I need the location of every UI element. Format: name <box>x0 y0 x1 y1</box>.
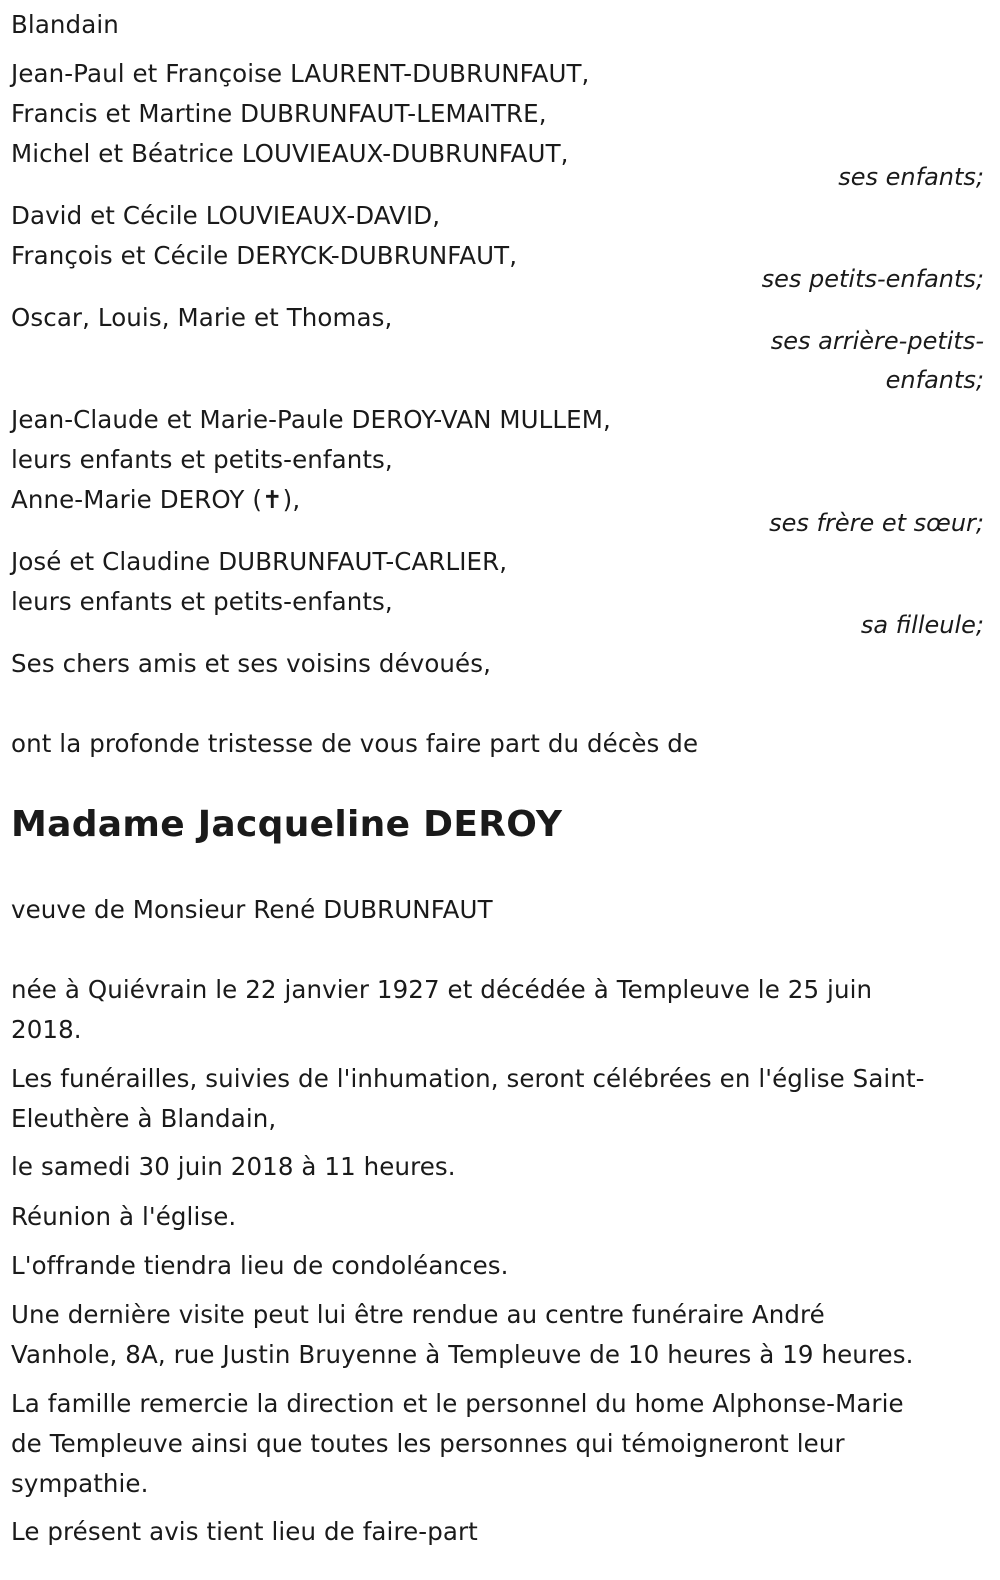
thanks-line-1: La famille remercie la direction et le personnel du home Alphonse-Marie <box>11 1389 904 1418</box>
funeral-line-2: Eleuthère à Blandain, <box>11 1104 277 1133</box>
goddaughter-line-2: leurs enfants et petits-enfants, <box>11 587 393 616</box>
sibling-line-1: Jean-Claude et Marie-Paule DEROY-VAN MULLEM, <box>11 405 611 434</box>
obituary-notice <box>11 0 984 1580</box>
birth-death-line-2: 2018. <box>11 1015 82 1044</box>
grandchildren-role: ses petits-enfants; <box>761 265 984 293</box>
birth-death-line-1: née à Quiévrain le 22 janvier 1927 et décédée à Templeuve le 25 juin <box>11 975 873 1004</box>
offering: L'offrande tiendra lieu de condoléances. <box>11 1251 509 1280</box>
deceased-name: Madame Jacqueline DEROY <box>11 804 563 845</box>
funeral-date: le samedi 30 juin 2018 à 11 heures. <box>11 1152 456 1181</box>
notice: Le présent avis tient lieu de faire-part <box>11 1517 478 1546</box>
meeting: Réunion à l'église. <box>11 1202 237 1231</box>
visit-line-1: Une dernière visite peut lui être rendue au centre funéraire André <box>11 1300 825 1329</box>
sibling-line-2: leurs enfants et petits-enfants, <box>11 445 393 474</box>
grandchild-line-1: David et Cécile LOUVIEAUX-DAVID, <box>11 201 441 230</box>
child-line-2: Francis et Martine DUBRUNFAUT-LEMAITRE, <box>11 99 547 128</box>
children-role: ses enfants; <box>838 163 984 191</box>
announcement: ont la profonde tristesse de vous faire part du décès de <box>11 729 699 758</box>
widow-of: veuve de Monsieur René DUBRUNFAUT <box>11 895 493 924</box>
great-grandchildren-role-line-1: ses arrière-petits- <box>770 327 984 355</box>
goddaughter-line-1: José et Claudine DUBRUNFAUT-CARLIER, <box>11 547 508 576</box>
funeral-line-1: Les funérailles, suivies de l'inhumation, seront célébrées en l'église Saint- <box>11 1064 925 1093</box>
visit-line-2: Vanhole, 8A, rue Justin Bruyenne à Templeuve de 10 heures à 19 heures. <box>11 1340 914 1369</box>
friends-line: Ses chers amis et ses voisins dévoués, <box>11 649 491 678</box>
sibling-line-3: Anne-Marie DEROY (✝), <box>11 485 301 514</box>
goddaughter-role: sa filleule; <box>860 611 984 639</box>
great-grandchild-line-1: Oscar, Louis, Marie et Thomas, <box>11 303 393 332</box>
grandchild-line-2: François et Cécile DERYCK-DUBRUNFAUT, <box>11 241 518 270</box>
great-grandchildren-role-line-2: enfants; <box>885 366 984 394</box>
siblings-role: ses frère et sœur; <box>769 509 984 537</box>
child-line-3: Michel et Béatrice LOUVIEAUX-DUBRUNFAUT, <box>11 139 569 168</box>
thanks-line-2: de Templeuve ainsi que toutes les personnes qui témoigneront leur <box>11 1429 845 1458</box>
child-line-1: Jean-Paul et Françoise LAURENT-DUBRUNFAUT, <box>11 59 590 88</box>
thanks-line-3: sympathie. <box>11 1469 149 1498</box>
location: Blandain <box>11 10 119 39</box>
